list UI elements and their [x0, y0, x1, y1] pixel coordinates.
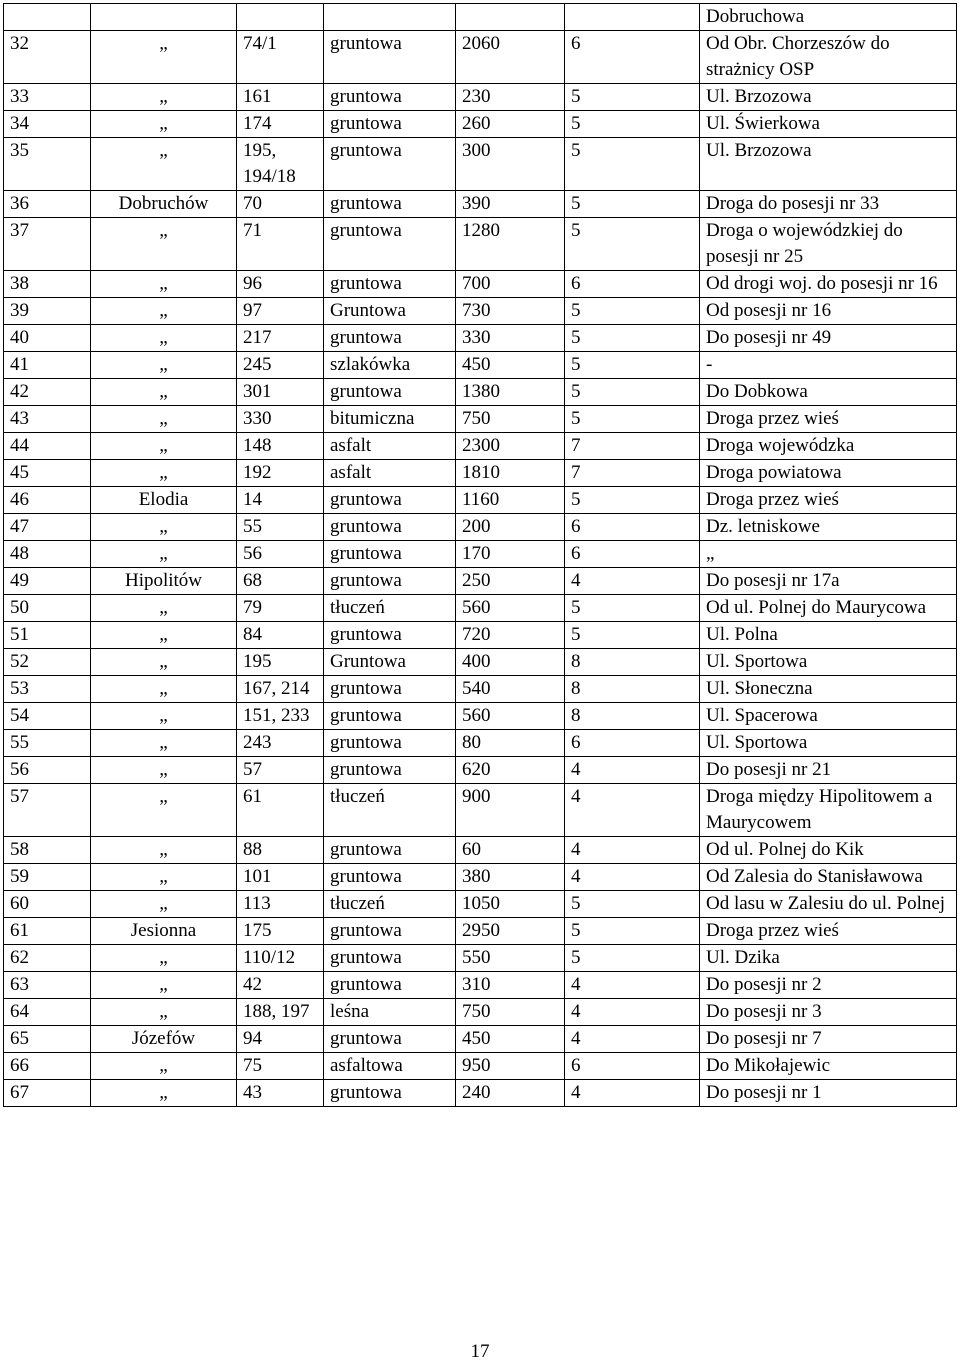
table-row	[4, 325, 957, 352]
cell-width: 6	[565, 514, 700, 541]
cell-surface-type: gruntowa	[324, 487, 456, 514]
table-row	[4, 487, 957, 514]
cell-length: 730	[456, 298, 565, 325]
cell-row-number: 65	[4, 1026, 91, 1053]
cell-locality: Elodia	[91, 487, 237, 514]
cell-surface-type: gruntowa	[324, 757, 456, 784]
cell-length: 450	[456, 1026, 565, 1053]
cell-length: 620	[456, 757, 565, 784]
cell-description: Do posesji nr 3	[700, 999, 957, 1026]
table-row	[4, 757, 957, 784]
cell-row-number: 60	[4, 891, 91, 918]
cell-locality: „	[91, 352, 237, 379]
cell-description: Droga do posesji nr 33	[700, 191, 957, 218]
cell-row-number: 49	[4, 568, 91, 595]
cell-description: Ul. Sportowa	[700, 649, 957, 676]
cell-description: Dobruchowa	[700, 4, 957, 31]
cell-description: Droga przez wieś	[700, 406, 957, 433]
cell-description: Od posesji nr 16	[700, 298, 957, 325]
cell-locality: „	[91, 1080, 237, 1107]
cell-length: 390	[456, 191, 565, 218]
cell-length: 1380	[456, 379, 565, 406]
cell-surface-type: tłuczeń	[324, 595, 456, 622]
cell-description: Droga o wojewódzkiej do posesji nr 25	[700, 218, 957, 271]
cell-length: 1810	[456, 460, 565, 487]
cell-length: 950	[456, 1053, 565, 1080]
cell-width: 5	[565, 918, 700, 945]
cell-plot-number: 151, 233	[237, 703, 324, 730]
cell-plot-number: 43	[237, 1080, 324, 1107]
cell-description: Do posesji nr 17a	[700, 568, 957, 595]
cell-length: 170	[456, 541, 565, 568]
cell-length: 750	[456, 999, 565, 1026]
cell-width: 5	[565, 352, 700, 379]
cell-length: 900	[456, 784, 565, 837]
table-row	[4, 918, 957, 945]
cell-width: 6	[565, 31, 700, 84]
cell-description: Do posesji nr 21	[700, 757, 957, 784]
cell-width: 5	[565, 138, 700, 191]
cell-locality: „	[91, 999, 237, 1026]
table-row	[4, 676, 957, 703]
cell-plot-number: 113	[237, 891, 324, 918]
cell-length: 300	[456, 138, 565, 191]
cell-width: 5	[565, 298, 700, 325]
cell-row-number: 43	[4, 406, 91, 433]
cell-width: 6	[565, 271, 700, 298]
cell-width: 7	[565, 433, 700, 460]
cell-surface-type: gruntowa	[324, 1080, 456, 1107]
cell-row-number: 57	[4, 784, 91, 837]
cell-length: 60	[456, 837, 565, 864]
cell-surface-type: gruntowa	[324, 837, 456, 864]
table-row	[4, 541, 957, 568]
cell-description: Do posesji nr 49	[700, 325, 957, 352]
cell-description: Od drogi woj. do posesji nr 16	[700, 271, 957, 298]
cell-length: 1160	[456, 487, 565, 514]
table-row	[4, 218, 957, 271]
cell-locality: „	[91, 649, 237, 676]
cell-locality: Dobruchów	[91, 191, 237, 218]
cell-plot-number: 174	[237, 111, 324, 138]
cell-row-number: 63	[4, 972, 91, 999]
cell-length: 400	[456, 649, 565, 676]
cell-length: 750	[456, 406, 565, 433]
table-row	[4, 730, 957, 757]
cell-width: 5	[565, 379, 700, 406]
cell-description: Ul. Świerkowa	[700, 111, 957, 138]
cell-width: 5	[565, 487, 700, 514]
cell-description: Ul. Brzozowa	[700, 138, 957, 191]
cell-length: 2060	[456, 31, 565, 84]
cell-length: 330	[456, 325, 565, 352]
cell-surface-type: gruntowa	[324, 541, 456, 568]
cell-surface-type: bitumiczna	[324, 406, 456, 433]
cell-row-number: 50	[4, 595, 91, 622]
cell-row-number: 53	[4, 676, 91, 703]
table-row	[4, 191, 957, 218]
cell-description: Od ul. Polnej do Maurycowa	[700, 595, 957, 622]
cell-locality: „	[91, 945, 237, 972]
table-row	[4, 298, 957, 325]
cell-description: Ul. Spacerowa	[700, 703, 957, 730]
cell-plot-number: 55	[237, 514, 324, 541]
table-row	[4, 568, 957, 595]
cell-width: 4	[565, 864, 700, 891]
cell-row-number: 47	[4, 514, 91, 541]
cell-row-number: 55	[4, 730, 91, 757]
cell-surface-type: gruntowa	[324, 111, 456, 138]
cell-row-number: 42	[4, 379, 91, 406]
cell-locality: „	[91, 433, 237, 460]
cell-length: 560	[456, 703, 565, 730]
cell-locality: „	[91, 298, 237, 325]
cell-surface-type: gruntowa	[324, 325, 456, 352]
cell-width: 8	[565, 703, 700, 730]
cell-length: 560	[456, 595, 565, 622]
cell-row-number: 40	[4, 325, 91, 352]
cell-width: 6	[565, 730, 700, 757]
cell-width: 5	[565, 945, 700, 972]
cell-locality: Jesionna	[91, 918, 237, 945]
cell-description: Dz. letniskowe	[700, 514, 957, 541]
cell-row-number: 34	[4, 111, 91, 138]
cell-width: 5	[565, 325, 700, 352]
cell-length: 1280	[456, 218, 565, 271]
cell-description: Ul. Słoneczna	[700, 676, 957, 703]
table-row	[4, 649, 957, 676]
table-row	[4, 1080, 957, 1107]
cell-length: 230	[456, 84, 565, 111]
cell-plot-number: 195, 194/18	[237, 138, 324, 191]
cell-length: 240	[456, 1080, 565, 1107]
cell-description: „	[700, 541, 957, 568]
cell-locality: „	[91, 406, 237, 433]
cell-surface-type: leśna	[324, 999, 456, 1026]
cell-description: Droga przez wieś	[700, 487, 957, 514]
cell-width: 4	[565, 784, 700, 837]
cell-surface-type: gruntowa	[324, 568, 456, 595]
table-row	[4, 514, 957, 541]
cell-plot-number: 68	[237, 568, 324, 595]
table-row	[4, 864, 957, 891]
cell-plot-number: 217	[237, 325, 324, 352]
cell-surface-type: gruntowa	[324, 864, 456, 891]
cell-plot-number: 167, 214	[237, 676, 324, 703]
table-row	[4, 999, 957, 1026]
cell-locality: „	[91, 972, 237, 999]
cell-plot-number: 57	[237, 757, 324, 784]
cell-description: Do posesji nr 7	[700, 1026, 957, 1053]
cell-length: 2950	[456, 918, 565, 945]
cell-description: Od Zalesia do Stanisławowa	[700, 864, 957, 891]
cell-locality: „	[91, 703, 237, 730]
cell-plot-number: 14	[237, 487, 324, 514]
table-row	[4, 379, 957, 406]
cell-surface-type: asfalt	[324, 433, 456, 460]
cell-description: Do Mikołajewic	[700, 1053, 957, 1080]
cell-locality: Józefów	[91, 1026, 237, 1053]
cell-surface-type: szlakówka	[324, 352, 456, 379]
cell-locality: „	[91, 218, 237, 271]
cell-locality: „	[91, 541, 237, 568]
cell-row-number: 52	[4, 649, 91, 676]
cell-locality: „	[91, 730, 237, 757]
cell-plot-number	[237, 4, 324, 31]
cell-row-number: 59	[4, 864, 91, 891]
cell-length: 540	[456, 676, 565, 703]
cell-surface-type: gruntowa	[324, 730, 456, 757]
cell-row-number: 64	[4, 999, 91, 1026]
cell-plot-number: 243	[237, 730, 324, 757]
cell-plot-number: 84	[237, 622, 324, 649]
cell-locality: „	[91, 595, 237, 622]
cell-length: 200	[456, 514, 565, 541]
cell-plot-number: 195	[237, 649, 324, 676]
cell-surface-type: gruntowa	[324, 622, 456, 649]
cell-row-number: 37	[4, 218, 91, 271]
cell-width: 8	[565, 676, 700, 703]
table-row	[4, 352, 957, 379]
table-row	[4, 84, 957, 111]
cell-description: Od lasu w Zalesiu do ul. Polnej	[700, 891, 957, 918]
table-row	[4, 703, 957, 730]
table-row	[4, 784, 957, 837]
cell-width: 4	[565, 999, 700, 1026]
cell-row-number: 41	[4, 352, 91, 379]
table-row	[4, 460, 957, 487]
cell-row-number: 45	[4, 460, 91, 487]
cell-locality: „	[91, 891, 237, 918]
cell-locality: „	[91, 622, 237, 649]
cell-row-number: 66	[4, 1053, 91, 1080]
cell-width: 7	[565, 460, 700, 487]
cell-locality: „	[91, 379, 237, 406]
cell-plot-number: 79	[237, 595, 324, 622]
cell-width: 8	[565, 649, 700, 676]
cell-plot-number: 101	[237, 864, 324, 891]
cell-surface-type: tłuczeń	[324, 891, 456, 918]
cell-surface-type: gruntowa	[324, 514, 456, 541]
cell-row-number: 54	[4, 703, 91, 730]
cell-locality: „	[91, 514, 237, 541]
table-row	[4, 111, 957, 138]
cell-width: 5	[565, 84, 700, 111]
cell-surface-type: gruntowa	[324, 218, 456, 271]
table-row	[4, 138, 957, 191]
cell-plot-number: 42	[237, 972, 324, 999]
cell-width: 6	[565, 541, 700, 568]
cell-plot-number: 74/1	[237, 31, 324, 84]
cell-description: Do posesji nr 2	[700, 972, 957, 999]
cell-surface-type: asfaltowa	[324, 1053, 456, 1080]
cell-description: Ul. Dzika	[700, 945, 957, 972]
cell-length: 700	[456, 271, 565, 298]
cell-length: 380	[456, 864, 565, 891]
cell-surface-type: gruntowa	[324, 945, 456, 972]
table-row	[4, 595, 957, 622]
cell-length: 310	[456, 972, 565, 999]
cell-locality: „	[91, 757, 237, 784]
cell-row-number: 39	[4, 298, 91, 325]
roads-table-body	[4, 4, 957, 1107]
cell-surface-type: gruntowa	[324, 703, 456, 730]
cell-plot-number: 110/12	[237, 945, 324, 972]
cell-width: 4	[565, 837, 700, 864]
table-row	[4, 271, 957, 298]
cell-surface-type: gruntowa	[324, 918, 456, 945]
cell-locality: „	[91, 1053, 237, 1080]
cell-length: 2300	[456, 433, 565, 460]
cell-locality: „	[91, 138, 237, 191]
cell-locality: „	[91, 837, 237, 864]
table-row	[4, 622, 957, 649]
cell-description: Od Obr. Chorzeszów do strażnicy OSP	[700, 31, 957, 84]
cell-width: 5	[565, 406, 700, 433]
cell-width	[565, 4, 700, 31]
cell-plot-number: 61	[237, 784, 324, 837]
table-row	[4, 433, 957, 460]
cell-plot-number: 94	[237, 1026, 324, 1053]
cell-locality: „	[91, 271, 237, 298]
cell-plot-number: 161	[237, 84, 324, 111]
table-row	[4, 1053, 957, 1080]
cell-description: Ul. Sportowa	[700, 730, 957, 757]
cell-row-number: 36	[4, 191, 91, 218]
cell-locality: „	[91, 84, 237, 111]
cell-surface-type: gruntowa	[324, 191, 456, 218]
cell-width: 5	[565, 891, 700, 918]
cell-width: 5	[565, 622, 700, 649]
cell-plot-number: 96	[237, 271, 324, 298]
cell-length: 260	[456, 111, 565, 138]
table-row	[4, 31, 957, 84]
cell-surface-type: tłuczeń	[324, 784, 456, 837]
cell-row-number: 38	[4, 271, 91, 298]
cell-row-number: 46	[4, 487, 91, 514]
table-row	[4, 1026, 957, 1053]
cell-surface-type: gruntowa	[324, 379, 456, 406]
cell-surface-type	[324, 4, 456, 31]
cell-description: Droga przez wieś	[700, 918, 957, 945]
cell-description: Ul. Brzozowa	[700, 84, 957, 111]
cell-width: 6	[565, 1053, 700, 1080]
cell-locality: „	[91, 325, 237, 352]
cell-row-number: 33	[4, 84, 91, 111]
table-row	[4, 972, 957, 999]
table-row	[4, 891, 957, 918]
cell-plot-number: 245	[237, 352, 324, 379]
cell-description: Droga między Hipolitowem a Maurycowem	[700, 784, 957, 837]
cell-plot-number: 148	[237, 433, 324, 460]
cell-row-number: 44	[4, 433, 91, 460]
cell-description: Droga wojewódzka	[700, 433, 957, 460]
cell-plot-number: 88	[237, 837, 324, 864]
cell-width: 4	[565, 568, 700, 595]
cell-length: 720	[456, 622, 565, 649]
cell-plot-number: 70	[237, 191, 324, 218]
cell-locality: „	[91, 111, 237, 138]
cell-length: 550	[456, 945, 565, 972]
cell-description: Do Dobkowa	[700, 379, 957, 406]
cell-description: Ul. Polna	[700, 622, 957, 649]
cell-description: Od ul. Polnej do Kik	[700, 837, 957, 864]
cell-plot-number: 301	[237, 379, 324, 406]
cell-width: 4	[565, 972, 700, 999]
table-row	[4, 4, 957, 31]
cell-description: Droga powiatowa	[700, 460, 957, 487]
table-row	[4, 837, 957, 864]
cell-locality: „	[91, 676, 237, 703]
cell-length: 1050	[456, 891, 565, 918]
cell-row-number: 58	[4, 837, 91, 864]
cell-width: 5	[565, 111, 700, 138]
cell-length: 450	[456, 352, 565, 379]
cell-surface-type: Gruntowa	[324, 649, 456, 676]
cell-row-number: 35	[4, 138, 91, 191]
cell-surface-type: gruntowa	[324, 1026, 456, 1053]
cell-plot-number: 192	[237, 460, 324, 487]
cell-width: 4	[565, 1026, 700, 1053]
cell-plot-number: 188, 197	[237, 999, 324, 1026]
cell-width: 5	[565, 191, 700, 218]
roads-table	[3, 3, 957, 1107]
cell-surface-type: gruntowa	[324, 84, 456, 111]
cell-length	[456, 4, 565, 31]
cell-surface-type: gruntowa	[324, 271, 456, 298]
cell-plot-number: 56	[237, 541, 324, 568]
cell-row-number: 67	[4, 1080, 91, 1107]
cell-row-number: 51	[4, 622, 91, 649]
page-number: 17	[470, 1341, 490, 1362]
cell-locality: „	[91, 31, 237, 84]
cell-plot-number: 175	[237, 918, 324, 945]
table-row	[4, 945, 957, 972]
cell-plot-number: 97	[237, 298, 324, 325]
cell-width: 4	[565, 1080, 700, 1107]
cell-width: 5	[565, 595, 700, 622]
cell-plot-number: 330	[237, 406, 324, 433]
cell-description: Do posesji nr 1	[700, 1080, 957, 1107]
cell-surface-type: Gruntowa	[324, 298, 456, 325]
cell-length: 80	[456, 730, 565, 757]
cell-plot-number: 71	[237, 218, 324, 271]
cell-width: 5	[565, 218, 700, 271]
cell-row-number: 32	[4, 31, 91, 84]
cell-surface-type: asfalt	[324, 460, 456, 487]
cell-description: -	[700, 352, 957, 379]
cell-locality: Hipolitów	[91, 568, 237, 595]
cell-locality: „	[91, 784, 237, 837]
cell-surface-type: gruntowa	[324, 972, 456, 999]
cell-locality: „	[91, 460, 237, 487]
cell-row-number: 62	[4, 945, 91, 972]
cell-row-number	[4, 4, 91, 31]
cell-row-number: 48	[4, 541, 91, 568]
table-row	[4, 406, 957, 433]
cell-width: 4	[565, 757, 700, 784]
cell-surface-type: gruntowa	[324, 676, 456, 703]
cell-row-number: 61	[4, 918, 91, 945]
cell-locality: „	[91, 864, 237, 891]
cell-surface-type: gruntowa	[324, 31, 456, 84]
cell-locality	[91, 4, 237, 31]
cell-row-number: 56	[4, 757, 91, 784]
cell-length: 250	[456, 568, 565, 595]
cell-surface-type: gruntowa	[324, 138, 456, 191]
cell-plot-number: 75	[237, 1053, 324, 1080]
